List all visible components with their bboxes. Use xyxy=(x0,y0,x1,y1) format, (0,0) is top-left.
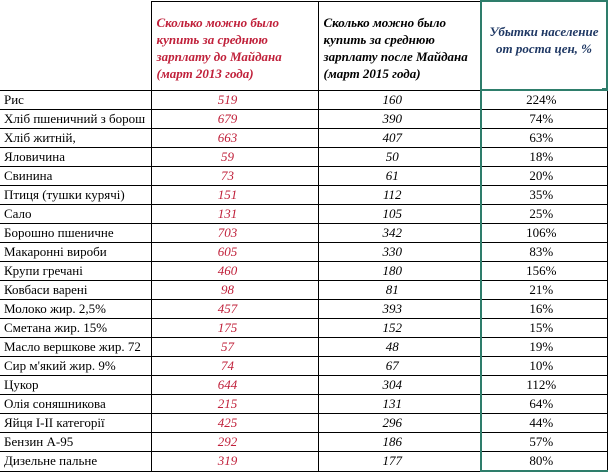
cell-value-2015[interactable]: 330 xyxy=(318,243,481,262)
cell-value-2013[interactable]: 98 xyxy=(151,281,318,300)
cell-loss-percent[interactable]: 74% xyxy=(481,110,607,129)
table-row xyxy=(0,357,607,376)
cell-value-2015[interactable]: 160 xyxy=(318,90,481,110)
cell-value-2013[interactable]: 519 xyxy=(151,90,318,110)
table-row xyxy=(0,281,607,300)
header-before-maidan[interactable]: Сколько можно было купить за среднюю зарплату до Майдана (март 2013 года) xyxy=(151,1,318,90)
cell-item-name[interactable]: Борошно пшеничне xyxy=(0,224,151,243)
cell-item-name[interactable]: Цукор xyxy=(0,376,151,395)
cell-item-name[interactable]: Сало xyxy=(0,205,151,224)
cell-item-name[interactable]: Крупи гречані xyxy=(0,262,151,281)
cell-value-2015[interactable]: 67 xyxy=(318,357,481,376)
cell-item-name[interactable]: Рис xyxy=(0,90,151,110)
cell-value-2015[interactable]: 296 xyxy=(318,414,481,433)
cell-loss-percent[interactable]: 44% xyxy=(481,414,607,433)
cell-item-name[interactable]: Сир м'який жир. 9% xyxy=(0,357,151,376)
table-row xyxy=(0,433,607,452)
cell-value-2015[interactable]: 177 xyxy=(318,452,481,472)
cell-value-2013[interactable]: 151 xyxy=(151,186,318,205)
cell-value-2015[interactable]: 342 xyxy=(318,224,481,243)
cell-item-name[interactable]: Яловичина xyxy=(0,148,151,167)
cell-value-2013[interactable]: 59 xyxy=(151,148,318,167)
cell-value-2013[interactable]: 703 xyxy=(151,224,318,243)
selection-handle[interactable] xyxy=(602,88,607,89)
table-row xyxy=(0,300,607,319)
cell-value-2015[interactable]: 105 xyxy=(318,205,481,224)
table-row xyxy=(0,90,607,110)
table-row xyxy=(0,167,607,186)
cell-loss-percent[interactable]: 10% xyxy=(481,357,607,376)
cell-value-2013[interactable]: 319 xyxy=(151,452,318,472)
cell-value-2015[interactable]: 131 xyxy=(318,395,481,414)
cell-item-name[interactable]: Птиця (тушки курячі) xyxy=(0,186,151,205)
table-row xyxy=(0,338,607,357)
table-row xyxy=(0,395,607,414)
cell-value-2015[interactable]: 180 xyxy=(318,262,481,281)
table-row xyxy=(0,319,607,338)
cell-item-name[interactable]: Сметана жир. 15% xyxy=(0,319,151,338)
table-row xyxy=(0,129,607,148)
cell-value-2015[interactable]: 390 xyxy=(318,110,481,129)
cell-loss-percent[interactable]: 64% xyxy=(481,395,607,414)
cell-value-2015[interactable]: 186 xyxy=(318,433,481,452)
cell-value-2013[interactable]: 663 xyxy=(151,129,318,148)
cell-value-2015[interactable]: 112 xyxy=(318,186,481,205)
cell-value-2013[interactable]: 215 xyxy=(151,395,318,414)
cell-loss-percent[interactable]: 80% xyxy=(481,452,607,472)
cell-item-name[interactable]: Яйця І-ІІ категорії xyxy=(0,414,151,433)
cell-value-2013[interactable]: 679 xyxy=(151,110,318,129)
cell-value-2013[interactable]: 425 xyxy=(151,414,318,433)
cell-value-2013[interactable]: 457 xyxy=(151,300,318,319)
cell-value-2015[interactable]: 304 xyxy=(318,376,481,395)
table-row xyxy=(0,452,607,472)
cell-value-2013[interactable]: 74 xyxy=(151,357,318,376)
table-row xyxy=(0,205,607,224)
cell-value-2015[interactable]: 393 xyxy=(318,300,481,319)
cell-item-name[interactable]: Хліб пшеничний з борош xyxy=(0,110,151,129)
table-row xyxy=(0,262,607,281)
table-row xyxy=(0,110,607,129)
cell-value-2015[interactable]: 81 xyxy=(318,281,481,300)
cell-value-2013[interactable]: 460 xyxy=(151,262,318,281)
header-after-maidan[interactable]: Сколько можно было купить за среднюю зарплату после Майдана (март 2015 года) xyxy=(318,1,481,90)
cell-loss-percent[interactable]: 35% xyxy=(481,186,607,205)
cell-loss-percent[interactable]: 18% xyxy=(481,148,607,167)
cell-item-name[interactable]: Макаронні вироби xyxy=(0,243,151,262)
cell-value-2013[interactable]: 605 xyxy=(151,243,318,262)
cell-item-name[interactable]: Свинина xyxy=(0,167,151,186)
table-row xyxy=(0,243,607,262)
cell-loss-percent[interactable]: 57% xyxy=(481,433,607,452)
cell-value-2013[interactable]: 73 xyxy=(151,167,318,186)
cell-loss-percent[interactable]: 63% xyxy=(481,129,607,148)
cell-value-2015[interactable]: 48 xyxy=(318,338,481,357)
cell-loss-percent[interactable]: 25% xyxy=(481,205,607,224)
cell-item-name[interactable]: Молоко жир. 2,5% xyxy=(0,300,151,319)
cell-loss-percent[interactable]: 19% xyxy=(481,338,607,357)
cell-loss-percent[interactable]: 83% xyxy=(481,243,607,262)
header-loss-percent[interactable]: Убытки население от роста цен, % xyxy=(481,1,607,90)
cell-loss-percent[interactable]: 156% xyxy=(481,262,607,281)
cell-value-2013[interactable]: 292 xyxy=(151,433,318,452)
cell-loss-percent[interactable]: 21% xyxy=(481,281,607,300)
cell-loss-percent[interactable]: 15% xyxy=(481,319,607,338)
cell-item-name[interactable]: Дизельне пальне xyxy=(0,452,151,472)
header-row xyxy=(0,1,607,90)
cell-item-name[interactable]: Олія соняшникова xyxy=(0,395,151,414)
cell-item-name[interactable]: Хліб житній, xyxy=(0,129,151,148)
cell-item-name[interactable]: Ковбаси варені xyxy=(0,281,151,300)
cell-value-2013[interactable]: 644 xyxy=(151,376,318,395)
cell-value-2013[interactable]: 131 xyxy=(151,205,318,224)
cell-value-2015[interactable]: 50 xyxy=(318,148,481,167)
table-row xyxy=(0,414,607,433)
table-row xyxy=(0,224,607,243)
cell-value-2015[interactable]: 61 xyxy=(318,167,481,186)
cell-value-2015[interactable]: 152 xyxy=(318,319,481,338)
cell-value-2013[interactable]: 175 xyxy=(151,319,318,338)
header-item[interactable] xyxy=(0,1,151,90)
cell-value-2013[interactable]: 57 xyxy=(151,338,318,357)
cell-loss-percent[interactable]: 106% xyxy=(481,224,607,243)
cell-loss-percent[interactable]: 20% xyxy=(481,167,607,186)
cell-item-name[interactable]: Масло вершкове жир. 72 xyxy=(0,338,151,357)
table-row xyxy=(0,186,607,205)
cell-loss-percent[interactable]: 16% xyxy=(481,300,607,319)
table-row xyxy=(0,148,607,167)
cell-loss-percent[interactable]: 224% xyxy=(481,90,607,110)
table-row xyxy=(0,376,607,395)
cell-value-2015[interactable]: 407 xyxy=(318,129,481,148)
cell-item-name[interactable]: Бензин А-95 xyxy=(0,433,151,452)
cell-loss-percent[interactable]: 112% xyxy=(481,376,607,395)
